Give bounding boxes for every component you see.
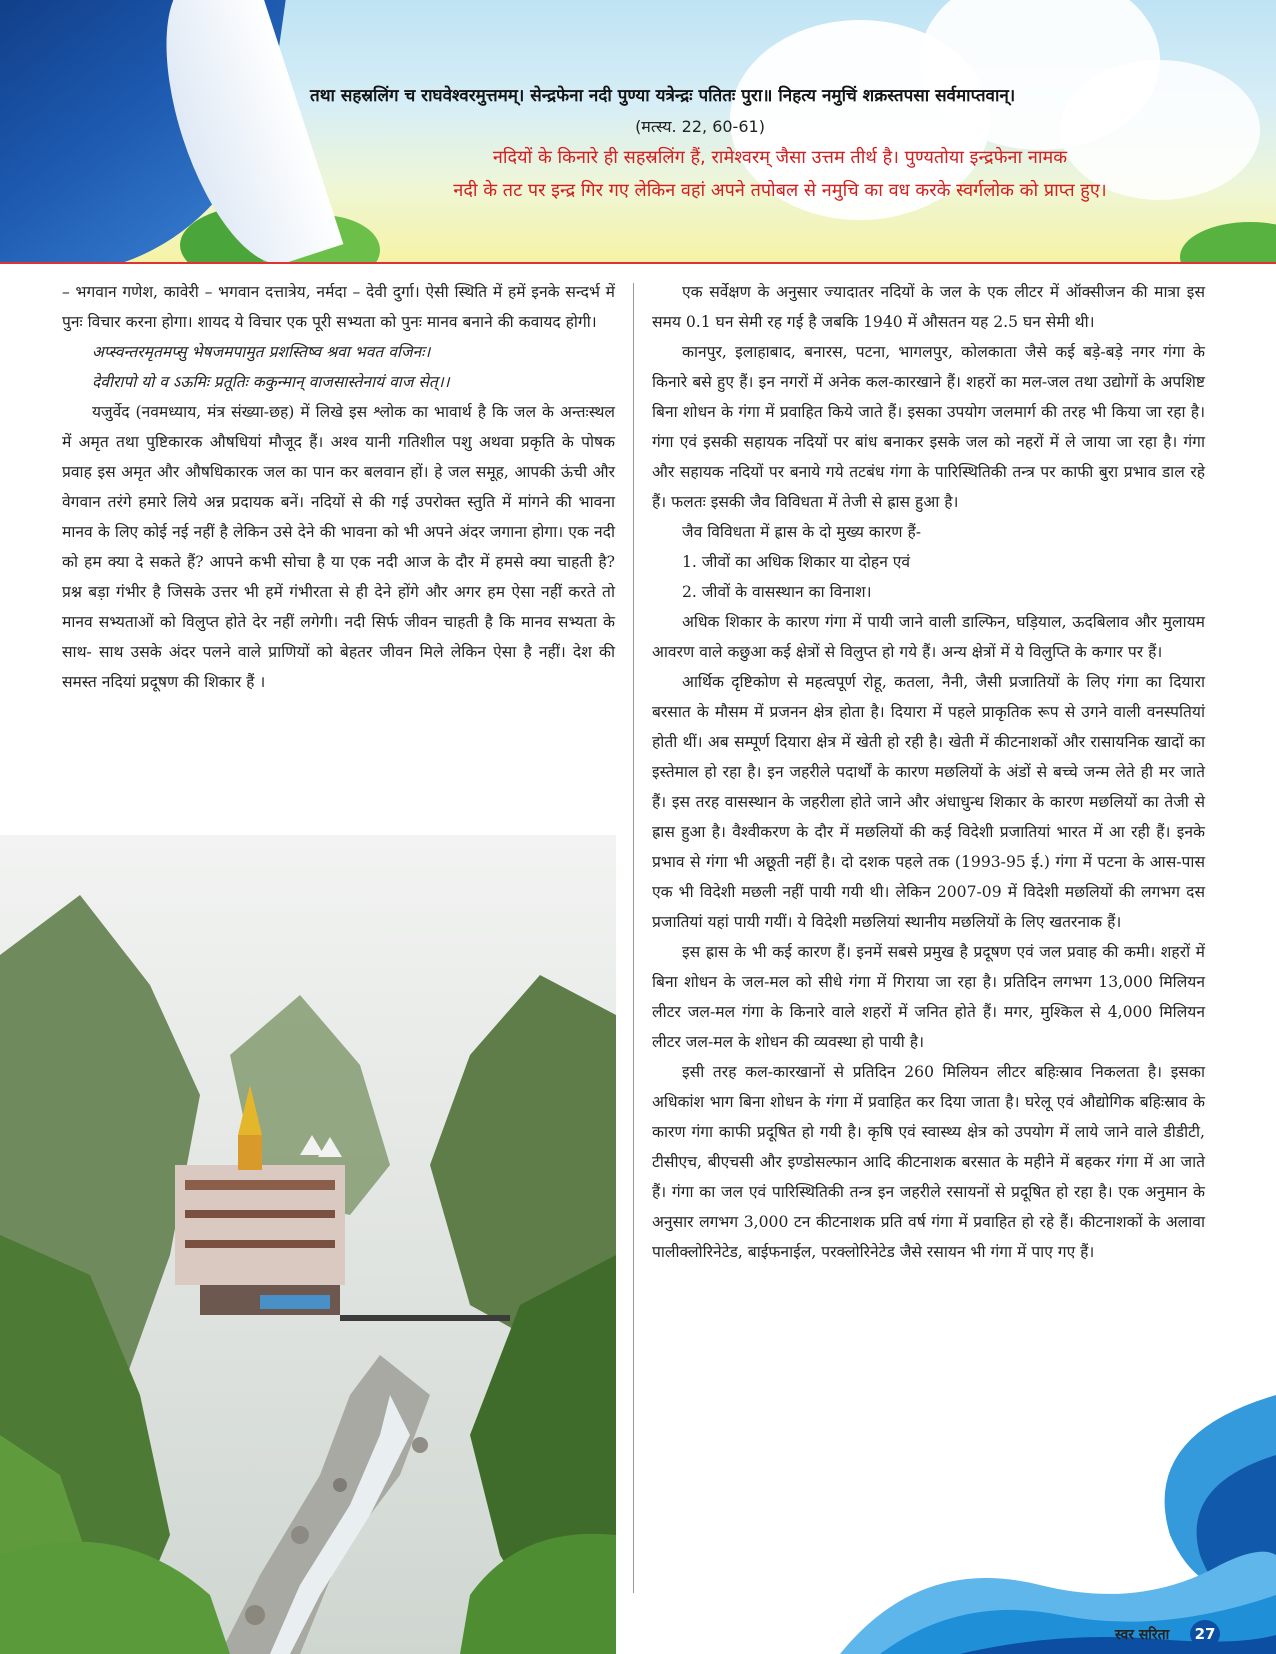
- temple-valley-photo: [0, 835, 616, 1654]
- sanskrit-verse: तथा सहस्रलिंग च राघवेश्वरमुत्तमम्। सेन्द्रफेना नदी पुण्या यत्रेन्द्रः पतितः पुरा॥ निहत्य नमुचिं शक्रस्तपसा सर्वमाप्तवान्।: [310, 86, 1016, 106]
- list-item: 1. जीवों का अधिक शिकार या दोहन एवं: [682, 553, 911, 571]
- right-column: [652, 277, 1205, 1267]
- paragraph: यजुर्वेद (नवमध्याय, मंत्र संख्या-छह) में लिखे इस श्लोक का भावार्थ है कि जल के अन्तःस्थल में अमृत तथा पुष्टिकारक औषधियां मौजूद हैं। अश्व यानी गतिशील पशु अथवा प्रकृति के पोषक प्रवाह इस अमृत और औषधिकारक जल का पान कर बलवान हों। हे जल समूह, आपकी ऊंची और वेगवान तरंगे हमारे लिये अन्न प्रदायक बनें। नदियों से की गई उपरोक्त स्तुति में मांगने की भावना मानव के लिए कोई नई नहीं है लेकिन उसे देने की भावना को भी अपने अंदर जगाना होगा। एक नदी को हम क्या दे सकते हैं? आपने कभी सोचा है या एक नदी आज के दौर में हमसे क्या चाहती है? प्रश्न बड़ा गंभीर है जिसके उत्तर भी हमें गंभीरता से ही देने होंगे और अगर हम ऐसा नहीं करते तो मानव सभ्यताओं को विलुप्त होते देर नहीं लगेगी। नदी सिर्फ जीवन चाहती है कि मानव सभ्यता के साथ- साथ उसके अंदर पलने वाले प्राणियों को बेहतर जीवन मिले लेकिन ऐसा है नहीं। देश की समस्त नदियां प्रदूषण की शिकार हैं ।: [62, 403, 615, 691]
- page-number: 27: [1190, 1620, 1220, 1648]
- header-divider: [0, 262, 1276, 264]
- paragraph: इस ह्रास के भी कई कारण हैं। इनमें सबसे प्रमुख है प्रदूषण एवं जल प्रवाह की कमी। शहरों में बिना शोधन के जल-मल को सीधे गंगा में गिराया जा रहा है। प्रतिदिन लगभग 13,000 मिलियन लीटर जल-मल गंगा के किनारे वाले शहरों में जनित होते हैं। मगर, मुश्किल से 4,000 मिलियन लीटर जल-मल के शोधन की व्यवस्था हो पायी है।: [652, 943, 1205, 1051]
- green-hill: [1180, 222, 1276, 262]
- wave-decoration: [840, 1395, 1276, 1654]
- paragraph: इसी तरह कल-कारखानों से प्रतिदिन 260 मिलियन लीटर बहिःस्राव निकलता है। इसका अधिकांश भाग बिना शोधन के गंगा में प्रवाहित कर दिया जाता है। घरेलू एवं औद्योगिक बहिःस्राव के कारण गंगा काफी प्रदूषित हो गयी है। कृषि एवं स्वास्थ्य क्षेत्र को उपयोग में लाये जाने वाले डीडीटी, टीसीएच, बीएचसी और इण्डोसल्फान आदि कीटनाशक बरसात के महीने में बहकर गंगा में आ जाते हैं। गंगा का जल एवं पारिस्थितिकी तन्त्र इन जहरीले रसायनों से प्रदूषित हो रहा है। एक अनुमान के अनुसार लगभग 3,000 टन कीटनाशक प्रति वर्ष गंगा में प्रवाहित हो रहे हैं। कीटनाशकों के अलावा पालीक्लोरिनेटेड, बाईफनाईल, परक्लोरिनेटेड जैसे रसायन भी गंगा में पाए गए हैं।: [652, 1063, 1205, 1261]
- photo-illustration: [0, 835, 616, 1654]
- paragraph: आर्थिक दृष्टिकोण से महत्वपूर्ण रोहू, कतला, नैनी, जैसी प्रजातियों के लिए गंगा का दियारा बरसात के मौसम में प्रजनन क्षेत्र होता है। दियारा में पहले प्राकृतिक रूप से उगने वाली वनस्पतियां होती थीं। अब सम्पूर्ण दियारा क्षेत्र में खेती हो रही है। खेती में कीटनाशकों और रासायनिक खादों का इस्तेमाल हो रहा है। इन जहरीले पदार्थों के कारण मछलियों के अंडों से बच्चे जन्म लेते ही मर जाते हैं। इस तरह वासस्थान के जहरीला होते जाने और अंधाधुन्ध शिकार के कारण मछलियों का तेजी से ह्रास हुआ है। वैश्वीकरण के दौर में मछलियों की कई विदेशी प्रजातियां भारत में आ रही हैं। इनके प्रभाव से गंगा भी अछूती नहीं है। दो दशक पहले तक (1993-95 ई.) गंगा में पटना के आस-पास एक भी विदेशी मछली नहीं पायी गयी थी। लेकिन 2007-09 में विदेशी मछलियों की लगभग दस प्रजातियां यहां पायी गयीं। ये विदेशी मछलियां स्थानीय मछलियों के लिए खतरनाक हैं।: [652, 673, 1205, 931]
- magazine-name: स्वर सरिता: [1115, 1627, 1170, 1643]
- paragraph: एक सर्वेक्षण के अनुसार ज्यादातर नदियों के जल के एक लीटर में ऑक्सीजन की मात्रा इस समय 0.1 घन सेमी रह गई है जबकि 1940 में औसतन यह 2.5 घन सेमी थी।: [652, 283, 1205, 331]
- paragraph: – भगवान गणेश, कावेरी – भगवान दत्तात्रेय, नर्मदा – देवी दुर्गा। ऐसी स्थिति में हमें इनके सन्दर्भ में पुनः विचार करना होगा। शायद ये विचार एक पूरी सभ्यता को पुनः मानव बनाने की कवायद होगी।: [62, 283, 615, 331]
- paragraph: कानपुर, इलाहाबाद, बनारस, पटना, भागलपुर, कोलकाता जैसे कई बड़े-बड़े नगर गंगा के किनारे बसे हुए हैं। इन नगरों में अनेक कल-कारखाने हैं। शहरों का मल-जल तथा उद्योगों के अपशिष्ट बिना शोधन के गंगा में प्रवाहित किये जाते हैं। इसका उपयोग जलमार्ग की तरह भी किया जा रहा है। गंगा एवं इसकी सहायक नदियों पर बांध बनाकर इसके जल को नहरों में ले जाया जा रहा है। गंगा और सहायक नदियों पर बनाये गये तटबंध गंगा के पारिस्थितिकी तन्त्र पर काफी बुरा प्रभाव डाल रहे हैं। फलतः इसकी जैव विविधता में तेजी से ह्रास हुआ है।: [652, 343, 1205, 511]
- translation-line-2: नदी के तट पर इन्द्र गिर गए लेकिन वहां अपने तपोबल से नमुचि का वध करके स्वर्गलोक को प्राप्त हुए।: [453, 180, 1107, 201]
- translation-line-1: नदियों के किनारे ही सहस्रलिंग हैं, रामेश्वरम् जैसा उत्तम तीर्थ है। पुण्यतोया इन्द्रफेना नामक: [492, 147, 1068, 168]
- column-divider: [633, 283, 634, 1593]
- header-banner: [0, 0, 1276, 262]
- verse-reference: (मत्स्य. 22, 60-61): [635, 117, 765, 136]
- paragraph: अधिक शिकार के कारण गंगा में पायी जाने वाली डाल्फिन, घड़ियाल, ऊदबिलाव और मुलायम आवरण वाले कछुआ कई क्षेत्रों से विलुप्त हो गये हैं। अन्य क्षेत्रों में ये विलुप्ति के कगार पर हैं।: [652, 613, 1205, 661]
- paragraph: जैव विविधता में ह्रास के दो मुख्य कारण हैं-: [682, 523, 922, 541]
- left-column: [62, 277, 615, 697]
- list-item: 2. जीवों के वासस्थान का विनाश।: [682, 583, 872, 601]
- verse-line: देवीरापो यो व ऽऊमिः प्रतूतिः ककुन्मान् वाजसास्तेनायं वाज सेत्।।: [92, 373, 450, 391]
- verse-line: अप्स्वन्तरमृतमप्सु भेषजमपामुत प्रशस्तिष्व श्रवा भवत वजिनः।: [92, 343, 431, 361]
